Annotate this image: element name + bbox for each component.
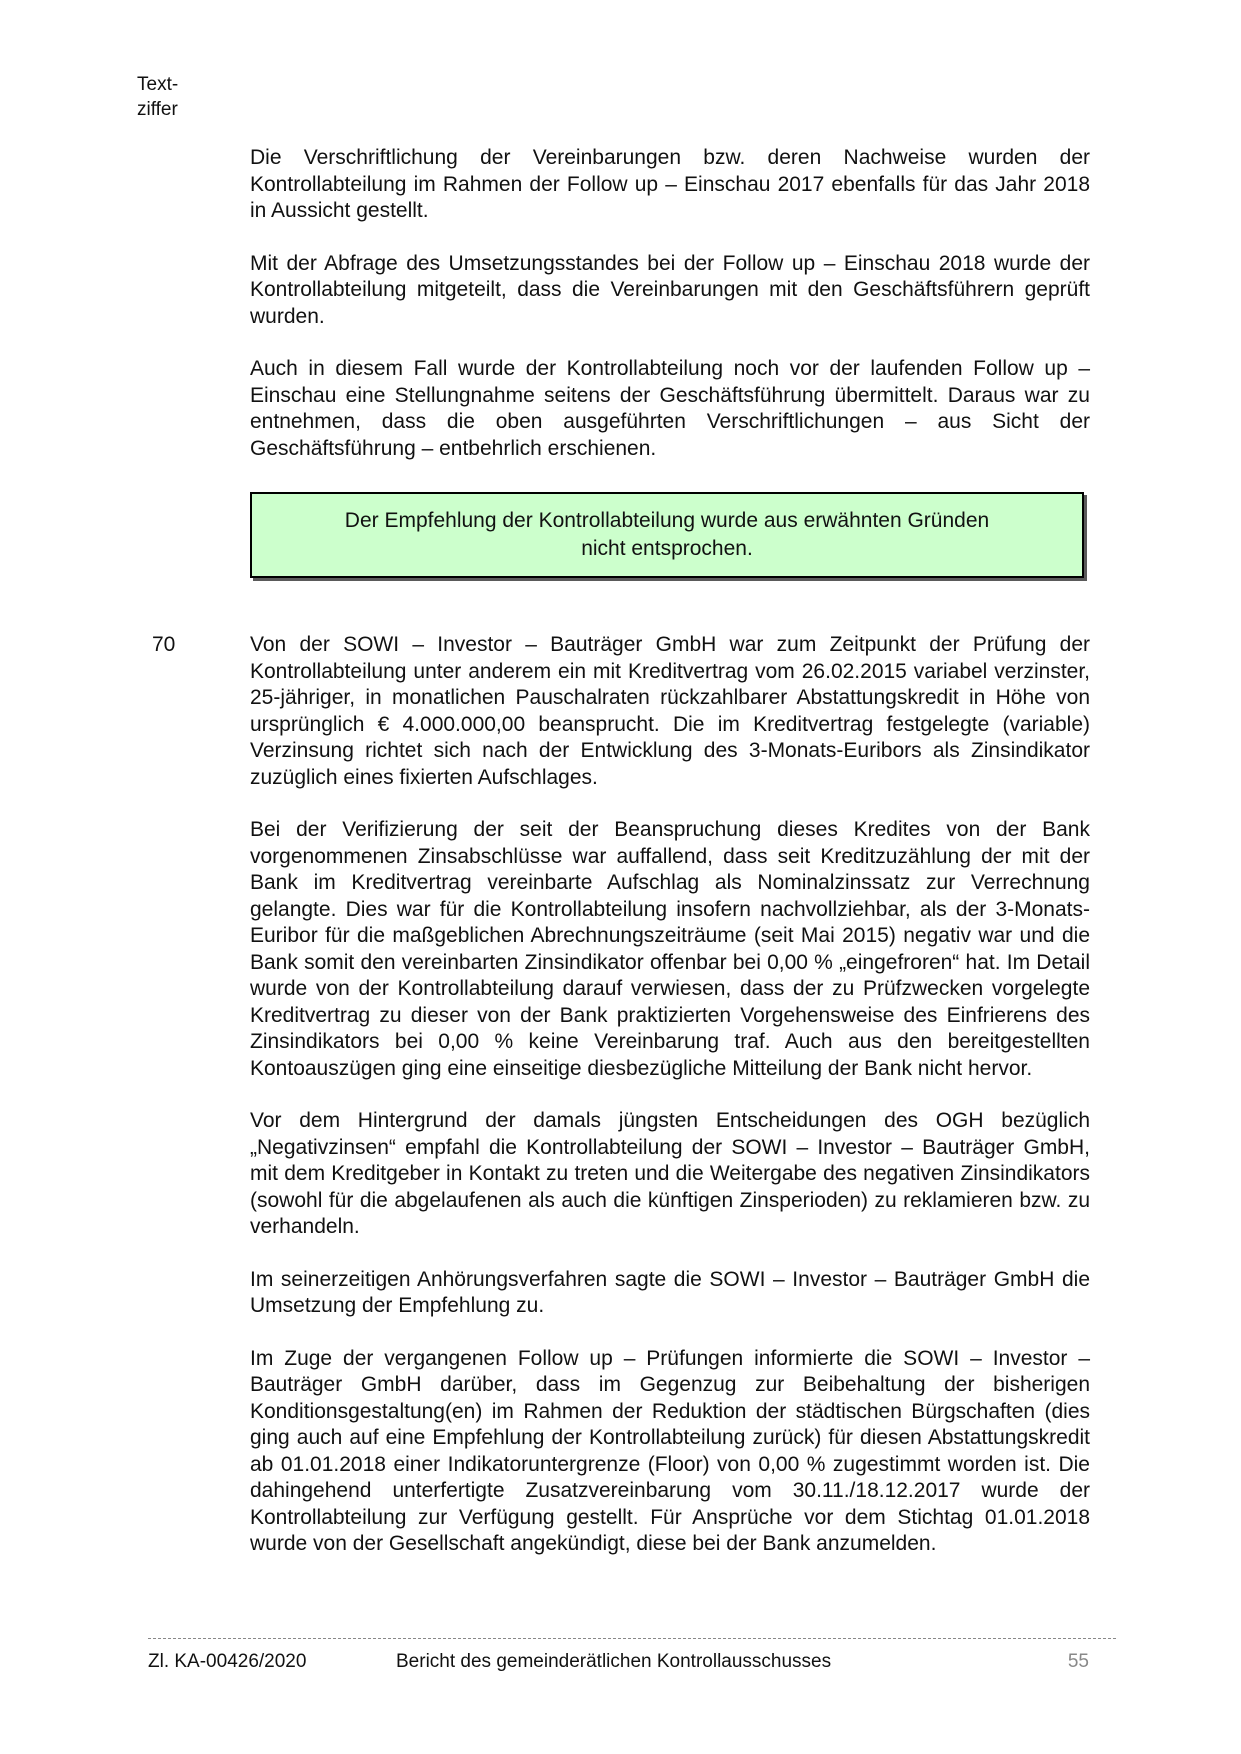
paragraph: Bei der Verifizierung der seit der Beanspruchung dieses Kredites von der Bank vorgenommenen Zinsabschlüsse war auffallend, dass seit Kreditzuzählung der mit der Bank im Kreditvertrag vereinbarte Aufschlag als Nominalzinssatz zur Verrechnung gelangte. Dies war für die Kontrollabteilung insofern nachvollziehbar, als der 3-Monats-Euribor für die maßgeblichen Abrechnungszeiträume (seit Mai 2015) negativ war und die Bank somit den vereinbarten Zinsindikator offenbar bei 0,00 % „eingefroren“ hat. Im Detail wurde von der Kontrollabteilung darauf verwiesen, dass der zu Prüfzwecken vorgelegte Kreditvertrag zu dieser von der Bank praktizierten Vorgehensweise des Einfrierens des Zinsindikators bei 0,00 % keine Vereinbarung traf. Auch aus den bereitgestellten Kontoauszügen ging eine einseitige diesbezügliche Mitteilung der Bank nicht hervor.: [250, 818, 1090, 1080]
paragraph: Vor dem Hintergrund der damals jüngsten Entscheidungen des OGH bezüglich „Negativzinsen“ empfahl die Kontrollabteilung der SOWI – Investor – Bauträger GmbH, mit dem Kreditgeber in Kontakt zu treten und die Weitergabe des negativen Zinsindikators (sowohl für die abgelaufenen als auch die künftigen Zinsperioden) zu reklamieren bzw. zu verhandeln.: [250, 1109, 1090, 1238]
paragraph: Mit der Abfrage des Umsetzungsstandes bei der Follow up – Einschau 2018 wurde der Kontrollabteilung mitgeteilt, dass die Vereinbarungen mit den Geschäftsführern geprüft wurden.: [250, 251, 1090, 328]
paragraph: Im seinerzeitigen Anhörungsverfahren sagte die SOWI – Investor – Bauträger GmbH die Umsetzung der Empfehlung zu.: [250, 1267, 1090, 1317]
paragraph: Die Verschriftlichung der Vereinbarungen bzw. deren Nachweise wurden der Kontrollabteilung im Rahmen der Follow up – Einschau 2017 ebenfalls für das Jahr 2018 in Aussicht gestellt.: [250, 146, 1090, 222]
section-70: [250, 632, 1090, 1558]
page-number: 55: [1067, 1651, 1089, 1672]
footer-report-title: Bericht des gemeinderätlichen Kontrollausschusses: [396, 1651, 832, 1672]
paragraph: Im Zuge der vergangenen Follow up – Prüfungen informierte die SOWI – Investor – Bauträger GmbH darüber, dass im Gegenzug zur Beibehaltung der bisherigen Konditionsgestaltung(en) im Rahmen der Reduktion der städtischen Bürgschaften (dies ging auch auf eine Empfehlung der Kontrollabteilung zurück) für diesen Abstattungskredit ab 01.01.2018 einer Indikatoruntergrenze (Floor) von 0,00 % zugestimmt worden ist. Die dahingehend unterfertigte Zusatzvereinbarung vom 30.11./18.12.2017 wurde der Kontrollabteilung zur Verfügung gestellt. Für Ansprüche vor dem Stichtag 01.01.2018 wurde von der Gesellschaft angekündigt, diese bei der Bank anzumelden.: [250, 1346, 1090, 1555]
callout-text: [297, 507, 1037, 563]
recommendation-callout-box: [250, 492, 1084, 578]
paragraph: Auch in diesem Fall wurde der Kontrollabteilung noch vor der laufenden Follow up – Einschau eine Stellungnahme seitens der Geschäftsführung übermittelt. Daraus war zu entnehmen, dass die oben ausgeführten Verschriftlichungen – aus Sicht der Geschäftsführung – entbehrlich erschienen.: [250, 357, 1090, 460]
callout-line-1: Der Empfehlung der Kontrollabteilung wurde aus erwähnten Gründen: [344, 509, 990, 532]
section-top: [250, 145, 1090, 462]
paragraph: Von der SOWI – Investor – Bauträger GmbH war zum Zeitpunkt der Prüfung der Kontrollabteilung unter anderem ein mit Kreditvertrag vom 26.02.2015 variabel verzinster, 25-jähriger, in monatlichen Pauschalraten rückzahlbarer Abstattungskredit in Höhe von ursprünglich € 4.000.000,00 beansprucht. Die im Kreditvertrag festgelegte (variable) Verzinsung richtet sich nach der Entwicklung des 3-Monats-Euribors als Zinsindikator zuzüglich eines fixierten Aufschlages.: [250, 633, 1090, 789]
footer-divider: [148, 1638, 1116, 1639]
footer-reference: Zl. KA-00426/2020: [148, 1651, 307, 1672]
callout-line-2: nicht entsprochen.: [581, 537, 753, 560]
margin-label-textziffer: Text- ziffer: [137, 74, 179, 120]
textziffer-number: 70: [152, 633, 176, 656]
